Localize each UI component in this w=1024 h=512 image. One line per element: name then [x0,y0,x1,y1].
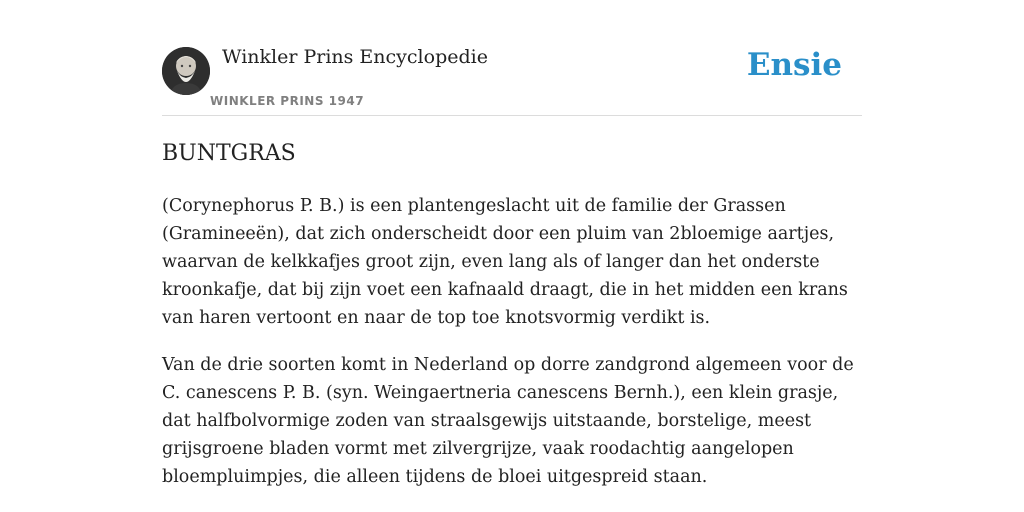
site-name[interactable]: Winkler Prins Encyclopedie [222,46,488,68]
article-paragraph: (Corynephorus P. B.) is een plantengeslacht uit de familie der Grassen (Gramineeën), dat zich onderscheidt door een pluim van 2bloemige aartjes, waarvan de kelkkafjes groot zijn, even lang als of langer dan het onderste kroonkafje, dat bij zijn voet een kafnaald draagt, die in het midden een krans van haren vertoont en naar de top toe knotsvormig verdikt is. [162,196,848,328]
article-body [162,192,862,510]
author-portrait-icon [162,47,210,95]
header [162,0,862,116]
ensie-logo[interactable]: Ensie [746,47,842,83]
author-avatar[interactable] [162,47,210,95]
article-title: BUNTGRAS [162,141,296,166]
source-subtitle[interactable]: WINKLER PRINS 1947 [210,94,365,108]
page-container [162,0,862,487]
article-paragraph: Van de drie soorten komt in Nederland op dorre zandgrond algemeen voor de C. canescens P. B. (syn. Weingaertneria canescens Bernh.), een klein grasje, dat halfbolvormige zoden van straalsgewijs uitstaande, borstelige, meest grijsgroene bladen vormt met zilvergrijze, vaak roodachtig aangelopen bloempluimpjes, die alleen tijdens de bloei uitgespreid staan. [162,355,854,487]
